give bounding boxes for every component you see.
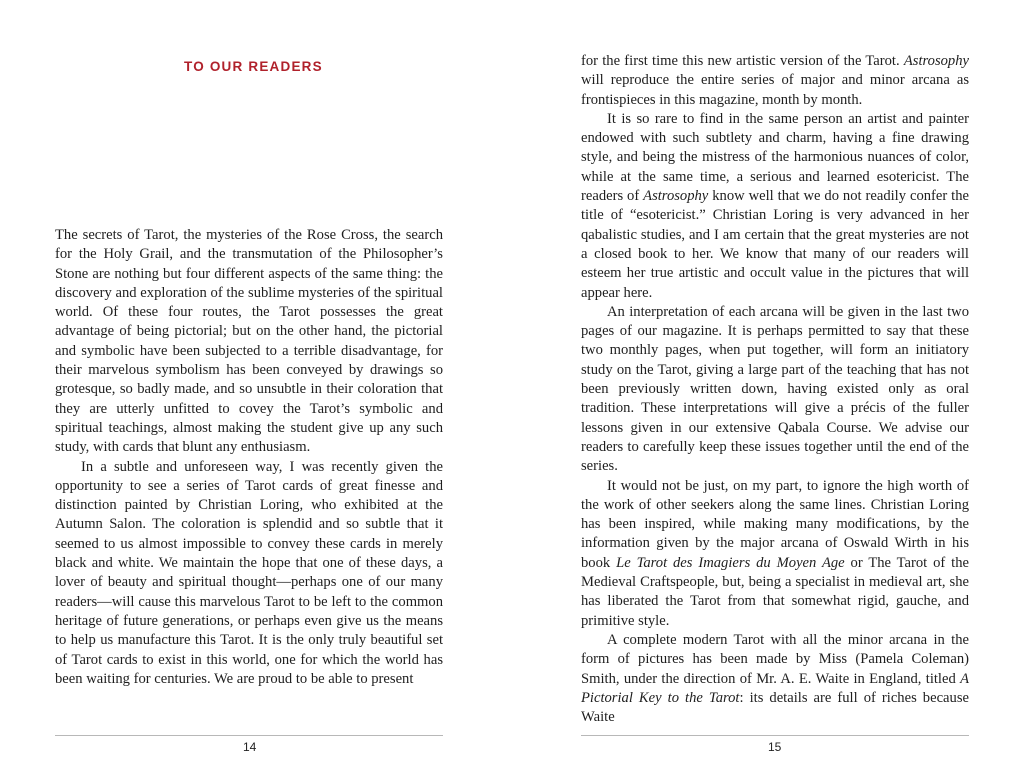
text-run: An interpretation of each arcana will be given in the last two pages of our magazine. It is perhaps permitted to say that these two monthly pages, when put together, will form an initiatory study on the Tarot, giving a large part of the teaching that has not been previously written down, having existed only as oral tradition. These interpretations will give a précis of the fuller lessons given in our extensive Qabala Course. We advise our readers to carefully keep these issues together until the end of the series. [581, 303, 969, 475]
text-run: : its details are full of riches because Waite [581, 689, 969, 726]
paragraph [55, 458, 443, 690]
italic-text: Le Tarot des Imagiers du Moyen Age [616, 554, 845, 571]
section-title: TO OUR READERS [184, 59, 323, 74]
right-page [512, 0, 1024, 775]
footer-rule [55, 735, 443, 736]
text-run: will reproduce the entire series of major and minor arcana as frontispieces in this magazine, month by month. [581, 72, 969, 108]
paragraph [581, 631, 969, 727]
text-run: for the first time this new artistic version of the Tarot. [581, 53, 904, 69]
italic-text: Astrosophy [903, 53, 969, 69]
page-number: 14 [243, 740, 257, 754]
text-run: know well that we do not readily confer the title of “esotericist.” Christian Loring is very advanced in her qabalistic studies, and I am certain that the great mysteries are not a closed book to her. We know that many of our readers will esteem her true artistic and occult value in the pictures that will appear here. [581, 188, 969, 301]
paragraph [581, 52, 969, 110]
paragraph [581, 110, 969, 303]
right-body-text [581, 52, 969, 727]
text-run: The secrets of Tarot, the mysteries of the Rose Cross, the search for the Holy Grail, and the transmutation of the Philosopher’s Stone are nothing but four different aspects of the same thing: the discovery and exploration of the sublime mysteries of the spiritual world. Of these four routes, the Tarot possesses the great advantage of being pictorial; but on the other hand, the pictorial and symbolic have been subjected to a terrible disadvantage, for their marvelous symbolism has been conveyed by drawings so grotesque, so badly made, and so unsubtle in their coloration that they are utterly unfitted to covey the Tarot’s symbolic and spiritual teachings, almost making the student give up any such study, with cards that blunt any enthusiasm. [55, 227, 443, 456]
paragraph [55, 226, 443, 458]
text-run: It would not be just, on my part, to ignore the high worth of the work of other seekers along the same lines. Christian Loring has been inspired, while making many modifications, by the information given by the major arcana of Oswald Wirth in his book [581, 477, 969, 571]
italic-text: Astrosophy [643, 188, 709, 205]
footer-rule [581, 735, 969, 736]
page-number: 15 [768, 740, 782, 754]
text-run: In a subtle and unforeseen way, I was recently given the opportunity to see a series of Tarot cards of great finesse and distinction painted by Christian Loring, who exhibited at the Autumn Salon. The coloration is splendid and so subtle that it seemed to us almost impossible to convey these cards in merely black and white. We maintain the hope that one of these days, a lover of beauty and spiritual thought—perhaps one of our many readers—will cause this marvelous Tarot to be left to the common heritage of future generations, or perhaps even give us the means to help us manufacture this Tarot. It is the only truly beautiful set of Tarot cards to exist in this world, one for which the world has been waiting for centuries. We are proud to be able to present [55, 458, 443, 687]
text-run: or The Tarot of the Medieval Craftspeople, but, being a specialist in medieval art, she has liberated the Tarot from that somewhat rigid, gauche, and primitive style. [581, 554, 969, 629]
left-body-text [55, 226, 443, 689]
italic-text: A Pictorial Key to the Tarot [581, 670, 969, 706]
text-run: It is so rare to find in the same person an artist and painter endowed with such subtlety and charm, having a fine drawing style, and being the mistress of the harmonious nuances of color, while at the same time, a serious and learned esotericist. The readers of [581, 110, 969, 205]
text-run: A complete modern Tarot with all the minor arcana in the form of pictures has been made by Miss (Pamela Coleman) Smith, under the direction of Mr. A. E. Waite in England, titled [581, 631, 969, 687]
paragraph [581, 477, 969, 631]
paragraph [581, 303, 969, 477]
